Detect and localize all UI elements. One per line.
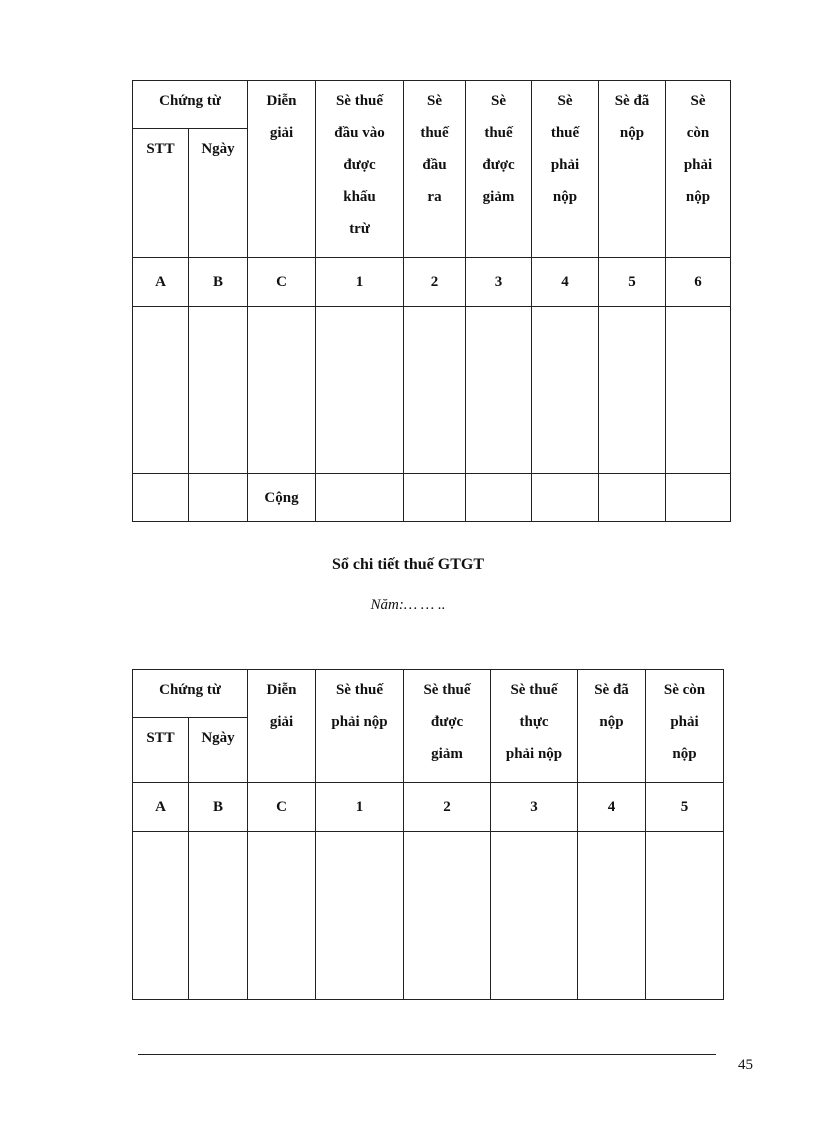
tax-ledger-table-1	[132, 80, 731, 522]
index-cell: 1	[316, 783, 404, 832]
empty-cell	[316, 307, 404, 474]
empty-cell	[491, 832, 578, 1000]
header-date: Ngày	[189, 718, 248, 783]
empty-cell	[532, 307, 599, 474]
empty-cell	[666, 307, 731, 474]
empty-cell	[189, 832, 248, 1000]
empty-cell	[404, 474, 466, 522]
data-row	[133, 307, 731, 474]
index-cell: 5	[599, 258, 666, 307]
index-row	[133, 783, 724, 832]
index-cell: B	[189, 258, 248, 307]
footer-rule	[138, 1054, 716, 1055]
empty-cell	[316, 832, 404, 1000]
empty-cell	[316, 474, 404, 522]
header-stt: STT	[133, 718, 189, 783]
page-number: 45	[738, 1057, 753, 1073]
header-tax-actual-payable: Sè thuế thực phải nộp	[491, 670, 578, 783]
header-tax-reduced: Sè thuế được giảm	[466, 81, 532, 258]
header-tax-remaining: Sè còn phải nộp	[646, 670, 724, 783]
tax-ledger-table-2	[132, 669, 724, 1000]
empty-cell	[189, 307, 248, 474]
total-label: Cộng	[248, 474, 316, 522]
index-cell: 2	[404, 258, 466, 307]
empty-cell	[646, 832, 724, 1000]
header-tax-payable: Sè thuế phải nộp	[316, 670, 404, 783]
index-cell: 4	[532, 258, 599, 307]
index-cell: A	[133, 258, 189, 307]
empty-cell	[599, 307, 666, 474]
index-cell: 2	[404, 783, 491, 832]
index-row	[133, 258, 731, 307]
empty-cell	[133, 832, 189, 1000]
index-cell: 5	[646, 783, 724, 832]
ledger-title: Sổ chi tiết thuế GTGT	[331, 556, 484, 573]
year-label: Năm:… … ..	[370, 597, 446, 613]
header-description: Diễn giải	[248, 670, 316, 783]
index-cell: 6	[666, 258, 731, 307]
index-cell: C	[248, 258, 316, 307]
header-tax-paid: Sè đã nộp	[578, 670, 646, 783]
document-group-header: Chứng từ	[133, 670, 248, 718]
data-row	[133, 832, 724, 1000]
empty-cell	[404, 832, 491, 1000]
header-tax-payable: Sè thuế phải nộp	[532, 81, 599, 258]
empty-cell	[189, 474, 248, 522]
empty-cell	[248, 307, 316, 474]
index-cell: B	[189, 783, 248, 832]
index-cell: 1	[316, 258, 404, 307]
header-tax-remaining: Sè còn phải nộp	[666, 81, 731, 258]
index-cell: C	[248, 783, 316, 832]
header-date: Ngày	[189, 129, 248, 258]
empty-cell	[404, 307, 466, 474]
empty-cell	[133, 307, 189, 474]
empty-cell	[666, 474, 731, 522]
empty-cell	[248, 832, 316, 1000]
header-input-tax-deductible: Sè thuế đầu vào được khấu trừ	[316, 81, 404, 258]
empty-cell	[599, 474, 666, 522]
empty-cell	[466, 307, 532, 474]
index-cell: 3	[491, 783, 578, 832]
empty-cell	[578, 832, 646, 1000]
index-cell: 4	[578, 783, 646, 832]
index-cell: A	[133, 783, 189, 832]
document-group-header: Chứng từ	[133, 81, 248, 129]
empty-cell	[466, 474, 532, 522]
total-row	[133, 474, 731, 522]
header-stt: STT	[133, 129, 189, 258]
header-tax-paid: Sè đã nộp	[599, 81, 666, 258]
empty-cell	[532, 474, 599, 522]
header-output-tax: Sè thuế đầu ra	[404, 81, 466, 258]
empty-cell	[133, 474, 189, 522]
header-description: Diễn giải	[248, 81, 316, 258]
index-cell: 3	[466, 258, 532, 307]
header-tax-reduced: Sè thuế được giảm	[404, 670, 491, 783]
